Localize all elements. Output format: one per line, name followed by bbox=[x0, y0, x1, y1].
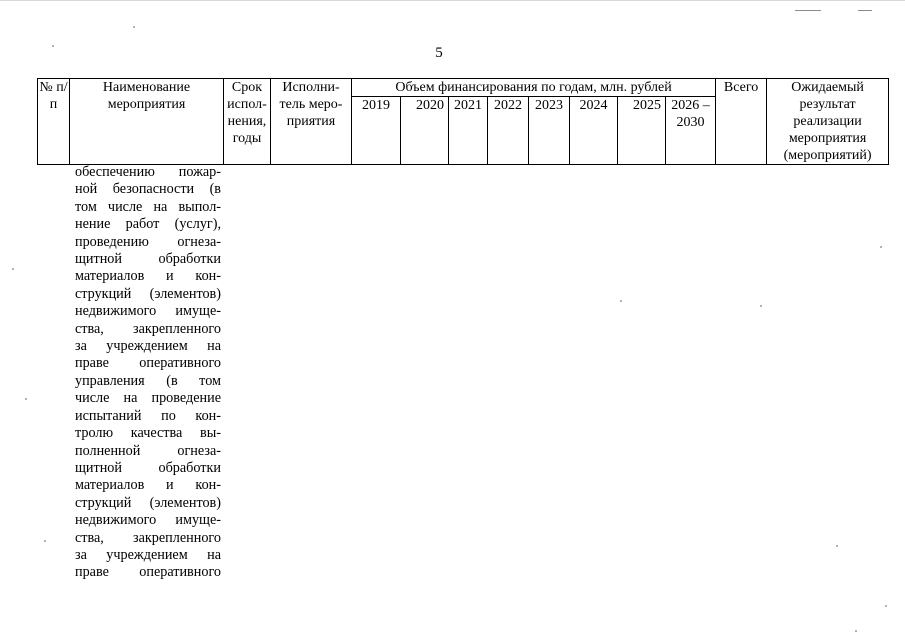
header-year-2020: 2020 bbox=[401, 97, 449, 165]
scan-speck bbox=[12, 268, 14, 270]
financing-table-header bbox=[37, 78, 889, 165]
text-line: ства, закрепленного bbox=[75, 529, 221, 546]
text-line: проведению огнеза- bbox=[75, 233, 221, 250]
text-line: управления (в том bbox=[75, 372, 221, 389]
scan-speck bbox=[795, 10, 821, 11]
scan-speck bbox=[855, 630, 857, 632]
text-line: нение работ (услуг), bbox=[75, 216, 221, 233]
text-line: числе на проведение bbox=[75, 390, 221, 407]
text-line: струкций (элементов) bbox=[75, 285, 221, 302]
header-cell-executor: Исполни-тель меро-приятия bbox=[271, 79, 352, 165]
scan-speck bbox=[836, 545, 838, 547]
header-year-2025: 2025 bbox=[618, 97, 666, 165]
scan-speck bbox=[52, 45, 54, 47]
text-line: струкций (элементов) bbox=[75, 494, 221, 511]
text-line: ной безопасности (в bbox=[75, 181, 221, 198]
header-cell-term: Срок испол-нения, годы bbox=[224, 79, 271, 165]
header-year-2019: 2019 bbox=[352, 97, 401, 165]
header-year-range-top: 2026 – bbox=[671, 98, 710, 114]
text-line: обеспечению пожар- bbox=[75, 164, 221, 180]
text-line: праве оперативного bbox=[75, 355, 221, 372]
header-year-2021: 2021 bbox=[449, 97, 488, 165]
scan-speck bbox=[880, 246, 882, 248]
header-cell-total: Всего bbox=[716, 79, 767, 165]
text-line: за учреждением на bbox=[75, 338, 221, 355]
measure-name-continuation bbox=[75, 164, 221, 582]
header-year-2024: 2024 bbox=[570, 97, 618, 165]
text-line: материалов и кон- bbox=[75, 268, 221, 285]
scan-speck bbox=[620, 300, 622, 302]
text-line: том числе на выпол- bbox=[75, 198, 221, 215]
text-line: испытаний по кон- bbox=[75, 407, 221, 424]
scan-speck bbox=[44, 540, 46, 542]
scan-speck bbox=[760, 305, 762, 307]
scan-speck bbox=[885, 605, 887, 607]
header-cell-result: Ожидаемый результат реализации мероприятия (мероприятий) bbox=[767, 79, 889, 165]
header-cell-name: Наименование мероприятия bbox=[70, 79, 224, 165]
header-year-2022: 2022 bbox=[488, 97, 529, 165]
text-line: недвижимого имуще- bbox=[75, 303, 221, 320]
scan-speck bbox=[858, 10, 872, 11]
text-line: тролю качества вы- bbox=[75, 425, 221, 442]
header-cell-financing: Объем финансирования по годам, млн. рублей bbox=[352, 79, 716, 97]
text-line: щитной обработки bbox=[75, 251, 221, 268]
header-year-2023: 2023 bbox=[529, 97, 570, 165]
scan-top-edge bbox=[0, 0, 905, 1]
text-line: праве оперативного bbox=[75, 564, 221, 581]
text-line: щитной обработки bbox=[75, 459, 221, 476]
text-line: за учреждением на bbox=[75, 546, 221, 563]
header-cell-number: № п/п bbox=[38, 79, 70, 165]
header-year-range-bottom: 2030 bbox=[676, 115, 705, 131]
text-line: материалов и кон- bbox=[75, 477, 221, 494]
scan-speck bbox=[25, 398, 27, 400]
page-number: 5 bbox=[435, 45, 443, 61]
scan-speck bbox=[133, 26, 135, 28]
header-year-range bbox=[666, 97, 716, 165]
text-line: недвижимого имуще- bbox=[75, 512, 221, 529]
text-line: полненной огнеза- bbox=[75, 442, 221, 459]
text-line: ства, закрепленного bbox=[75, 320, 221, 337]
